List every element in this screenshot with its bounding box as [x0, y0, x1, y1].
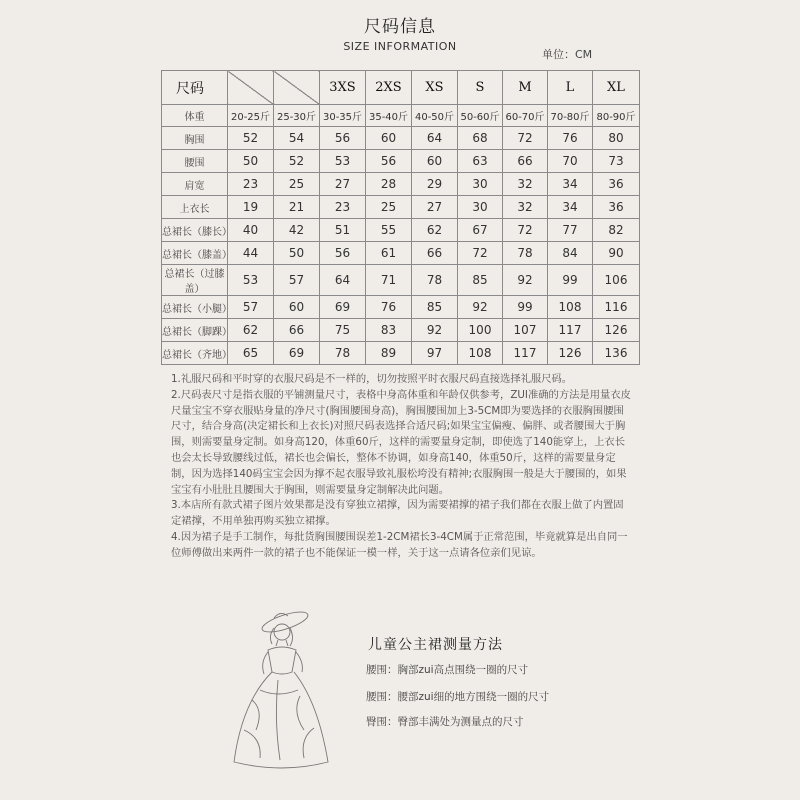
row-label: 腰围: [162, 150, 228, 173]
size-cell: 56: [320, 242, 366, 265]
size-cell: 99: [503, 296, 548, 319]
weight-cell: 70-80斤: [548, 105, 593, 127]
size-cell: 53: [228, 265, 274, 296]
size-cell: 85: [458, 265, 503, 296]
size-cell: 57: [274, 265, 320, 296]
size-cell: 126: [593, 319, 640, 342]
weight-row: [162, 105, 640, 127]
size-cell: 53: [320, 150, 366, 173]
size-cell: 117: [548, 319, 593, 342]
size-cell: 89: [366, 342, 412, 365]
size-cell: 85: [412, 296, 458, 319]
size-row: [162, 242, 640, 265]
size-cell: 60: [412, 150, 458, 173]
note-item: 4.因为裙子是手工制作，每批货胸围腰围误差1-2CM裙长3-4CM属于正常范围，毕竟就算是出自同一位师傅做出来两件一款的裙子也不能保证一模一样，关于这一点请各位亲们见谅。: [171, 530, 628, 559]
size-cell: 64: [320, 265, 366, 296]
size-cell: 21: [274, 196, 320, 219]
size-cell: 75: [320, 319, 366, 342]
size-cell: 62: [412, 219, 458, 242]
size-cell: 100: [458, 319, 503, 342]
size-cell: 69: [320, 296, 366, 319]
row-label: 胸围: [162, 127, 228, 150]
size-cell: 64: [412, 127, 458, 150]
size-cell: 34: [548, 173, 593, 196]
size-cell: 136: [593, 342, 640, 365]
weight-cell: 20-25斤: [228, 105, 274, 127]
size-cell: 126: [548, 342, 593, 365]
size-cell: 23: [320, 196, 366, 219]
weight-cell: 60-70斤: [503, 105, 548, 127]
row-label: 总裙长（过膝盖）: [162, 265, 228, 296]
row-label: 总裙长（小腿）: [162, 296, 228, 319]
size-row: [162, 342, 640, 365]
size-column-header: 3XS: [320, 71, 366, 105]
size-cell: 71: [366, 265, 412, 296]
note-item: 3.本店所有款式裙子图片效果都是没有穿独立裙撑，因为需要裙撑的裙子我们都在衣服上做了内置固定裙撑，不用单独再购买独立裙撑。: [171, 499, 624, 528]
size-cell: 78: [320, 342, 366, 365]
size-cell: 62: [228, 319, 274, 342]
measure-title: 儿童公主裙测量方法: [368, 637, 503, 653]
weight-cell: 50-60斤: [458, 105, 503, 127]
size-cell: 116: [593, 296, 640, 319]
size-cell: 52: [274, 150, 320, 173]
size-cell: 23: [228, 173, 274, 196]
size-cell: 78: [412, 265, 458, 296]
size-cell: 108: [458, 342, 503, 365]
size-column-header: L: [548, 71, 593, 105]
size-cell: 44: [228, 242, 274, 265]
size-cell: 82: [593, 219, 640, 242]
size-cell: 73: [593, 150, 640, 173]
row-label: 总裙长（齐地）: [162, 342, 228, 365]
row-label: 肩宽: [162, 173, 228, 196]
size-cell: 52: [228, 127, 274, 150]
size-cell: 68: [458, 127, 503, 150]
size-cell: 90: [593, 242, 640, 265]
size-cell: 55: [366, 219, 412, 242]
size-column-header: 2XS: [366, 71, 412, 105]
size-cell: 30: [458, 196, 503, 219]
size-row: [162, 296, 640, 319]
size-table: [161, 70, 640, 365]
size-cell: 92: [412, 319, 458, 342]
row-label: 总裙长（膝盖）: [162, 242, 228, 265]
size-corner-label: 尺码: [162, 71, 228, 105]
size-column-header: S: [458, 71, 503, 105]
size-cell: 67: [458, 219, 503, 242]
princess-sketch-illustration: [230, 600, 330, 770]
size-cell: 25: [366, 196, 412, 219]
size-cell: 117: [503, 342, 548, 365]
size-cell: 99: [548, 265, 593, 296]
weight-cell: 80-90斤: [593, 105, 640, 127]
weight-cell: 25-30斤: [274, 105, 320, 127]
size-cell: 60: [366, 127, 412, 150]
size-cell: 66: [503, 150, 548, 173]
weight-cell: 40-50斤: [412, 105, 458, 127]
size-cell: 36: [593, 196, 640, 219]
size-row: [162, 196, 640, 219]
size-header-row: [162, 71, 640, 105]
size-row: [162, 265, 640, 296]
size-cell: 76: [366, 296, 412, 319]
measure-line: 腰围：胸部zui高点围绕一圈的尺寸: [366, 664, 529, 676]
page-subtitle: SIZE INFORMATION: [343, 40, 457, 53]
size-cell: 65: [228, 342, 274, 365]
size-column-header: XS: [412, 71, 458, 105]
size-cell: 32: [503, 173, 548, 196]
note-item: 2.尺码表尺寸是指衣服的平铺测量尺寸，表格中身高体重和年龄仅供参考，ZUI准确的方法是用量衣皮尺量宝宝不穿衣服贴身量的净尺寸(胸围腰围身高)，胸围腰围加上3-5CM即为要选择的衣服胸围腰围尺寸，结合身高(决定裙长和上衣长)对照尺码表选择合适尺码;如果宝宝偏瘦、偏胖、或者腰围大于胸围，则需要量身定制。如身高120，体重60斤，这样的需要量身定制，即使选了140能穿上，上衣长也会太长导致腰线过低，裙长也会偏长，整体不协调，如身高140，体重50斤，这样的需要量身定制，因为选择140码宝宝会因为撑不起衣服导致礼服松垮没有精神;衣服胸围一般是大于腰围的，如果宝宝有小肚肚且腰围大于胸围，则需要量身定制解决此问题。: [171, 388, 631, 496]
size-column-header: [274, 71, 320, 105]
size-cell: 54: [274, 127, 320, 150]
size-cell: 42: [274, 219, 320, 242]
size-row: [162, 150, 640, 173]
size-cell: 107: [503, 319, 548, 342]
size-cell: 19: [228, 196, 274, 219]
weight-cell: 30-35斤: [320, 105, 366, 127]
size-cell: 108: [548, 296, 593, 319]
size-cell: 72: [503, 219, 548, 242]
size-cell: 66: [412, 242, 458, 265]
size-cell: 106: [593, 265, 640, 296]
size-cell: 70: [548, 150, 593, 173]
size-cell: 25: [274, 173, 320, 196]
size-cell: 56: [366, 150, 412, 173]
size-cell: 72: [458, 242, 503, 265]
size-cell: 92: [503, 265, 548, 296]
weight-cell: 35-40斤: [366, 105, 412, 127]
size-row: [162, 319, 640, 342]
note-item: 1.礼服尺码和平时穿的衣服尺码是不一样的，切勿按照平时衣服尺码直接选择礼服尺码。: [171, 373, 573, 385]
size-cell: 84: [548, 242, 593, 265]
size-cell: 76: [548, 127, 593, 150]
size-cell: 40: [228, 219, 274, 242]
size-cell: 32: [503, 196, 548, 219]
size-cell: 51: [320, 219, 366, 242]
size-cell: 29: [412, 173, 458, 196]
size-cell: 92: [458, 296, 503, 319]
size-row: [162, 219, 640, 242]
size-cell: 34: [548, 196, 593, 219]
size-cell: 66: [274, 319, 320, 342]
size-cell: 69: [274, 342, 320, 365]
size-cell: 61: [366, 242, 412, 265]
size-cell: 56: [320, 127, 366, 150]
size-cell: 63: [458, 150, 503, 173]
size-column-header: [228, 71, 274, 105]
size-cell: 83: [366, 319, 412, 342]
measure-line: 腰围：腰部zui细的地方围绕一圈的尺寸: [366, 691, 550, 703]
unit-label: 单位：CM: [542, 48, 593, 61]
size-cell: 30: [458, 173, 503, 196]
size-column-header: M: [503, 71, 548, 105]
size-cell: 77: [548, 219, 593, 242]
size-cell: 50: [228, 150, 274, 173]
size-cell: 78: [503, 242, 548, 265]
size-column-header: XL: [593, 71, 640, 105]
notes: [171, 372, 633, 562]
size-cell: 80: [593, 127, 640, 150]
size-cell: 50: [274, 242, 320, 265]
row-label: 总裙长（脚踝）: [162, 319, 228, 342]
size-cell: 36: [593, 173, 640, 196]
row-label: 总裙长（膝长）: [162, 219, 228, 242]
row-label: 上衣长: [162, 196, 228, 219]
size-cell: 57: [228, 296, 274, 319]
size-row: [162, 127, 640, 150]
size-cell: 28: [366, 173, 412, 196]
size-row: [162, 173, 640, 196]
size-cell: 97: [412, 342, 458, 365]
row-label: 体重: [162, 105, 228, 127]
measure-line: 臀围：臀部丰满处为测量点的尺寸: [366, 716, 524, 728]
page-title: 尺码信息: [364, 17, 436, 37]
size-cell: 27: [320, 173, 366, 196]
size-cell: 72: [503, 127, 548, 150]
size-cell: 60: [274, 296, 320, 319]
size-cell: 27: [412, 196, 458, 219]
